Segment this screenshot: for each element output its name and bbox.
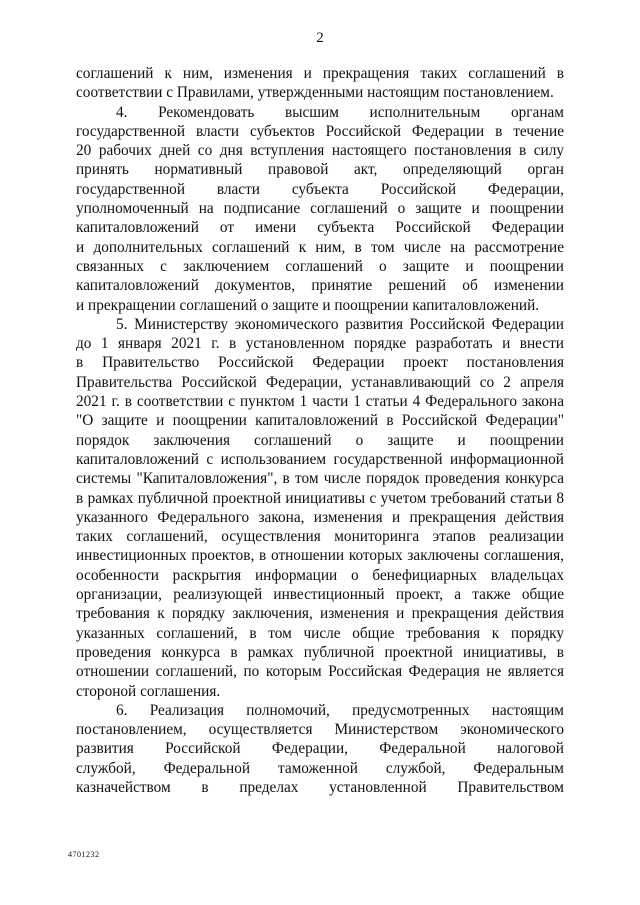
paragraph-line: в Правительство Российской Федерации проект постановления [76,354,564,372]
paragraph-line: соглашений к ним, изменения и прекращения таких соглашений в [76,65,564,82]
paragraph-line: постановлением, осуществляется Министерством экономического [76,721,564,739]
paragraph-line: проведения конкурса в рамках публичной проектной инициативы, в [76,643,564,661]
paragraph-line: отношении соглашений, по которым Российская Федерация не является [76,663,564,681]
paragraph-line: 6. Реализация полномочий, предусмотренных настоящим [116,701,564,719]
paragraph-line: капиталовложений с использованием государственной информационной [76,450,564,468]
paragraph-line: требования к порядку заключения, изменения и прекращения действия [76,605,564,623]
paragraph-line: и прекращении соглашений о защите и поощрении капиталовложений. [76,296,540,314]
document-body [76,64,564,797]
paragraph-line: 4. Рекомендовать высшим исполнительным органам [116,103,564,121]
paragraph-line: до 1 января 2021 г. в установленном порядке разработать и внести [76,335,564,353]
paragraph-line: государственной власти субъекта Российской Федерации, [76,180,564,198]
paragraph-line: развития Российской Федерации, Федеральной налоговой [76,740,564,758]
paragraph-line: 2021 г. в соответствии с пунктом 1 части 1 статьи 4 Федерального закона [76,393,564,411]
paragraph [76,103,564,315]
paragraph-line: уполномоченный на подписание соглашений о защите и поощрении [76,200,564,218]
paragraph-line: системы "Капиталовложения", в том числе порядок проведения конкурса [76,470,564,488]
paragraph-line: принять нормативный правовой акт, определяющий орган [76,161,564,179]
paragraph-line: указанных соглашений, в том числе общие требования к порядку [76,624,564,642]
paragraph [76,315,564,701]
paragraph-line: инвестиционных проектов, в отношении которых заключены соглашения, [76,547,564,565]
paragraph-line: особенности раскрытия информации о бенефициарных владельцах [76,566,564,584]
paragraph-line: в рамках публичной проектной инициативы с учетом требований статьи 8 [76,489,564,507]
paragraph-line: службой, Федеральной таможенной службой, Федеральным [76,759,564,777]
paragraph-line: порядок заключения соглашений о защите и поощрении [76,431,564,449]
paragraph-line: казначейством в пределах установленной Правительством [76,778,564,796]
paragraph-line: "О защите и поощрении капиталовложений в Российской Федерации" [76,412,564,430]
paragraph-line: капиталовложений от имени субъекта Российской Федерации [76,219,564,237]
paragraph [76,701,564,797]
paragraph-line: государственной власти субъектов Российской Федерации в течение [76,122,564,140]
paragraph-line: и дополнительных соглашений к ним, в том числе на рассмотрение [76,238,564,256]
paragraph-line: стороной соглашения. [76,682,221,700]
paragraph-line: таких соглашений, осуществления мониторинга этапов реализации [76,528,564,546]
document-code: 4701232 [68,850,100,859]
paragraph-line: капиталовложений документов, принятие решений об изменении [76,277,564,295]
paragraph-line: 5. Министерству экономического развития Российской Федерации [116,315,564,333]
page-number: 2 [316,30,324,46]
paragraph-line: связанных с заключением соглашений о защите и поощрении [76,257,564,275]
paragraph-line: указанного Федерального закона, изменения и прекращения действия [76,508,564,526]
paragraph-line: организации, реализующей инвестиционный проект, а также общие [76,586,564,604]
paragraph-line: 20 рабочих дней со дня вступления настоящего постановления в силу [76,142,564,160]
paragraph [76,64,564,103]
paragraph-line: Правительства Российской Федерации, устанавливающий со 2 апреля [76,373,564,391]
paragraph-line: соответствии с Правилами, утвержденными настоящим постановлением. [76,84,554,102]
